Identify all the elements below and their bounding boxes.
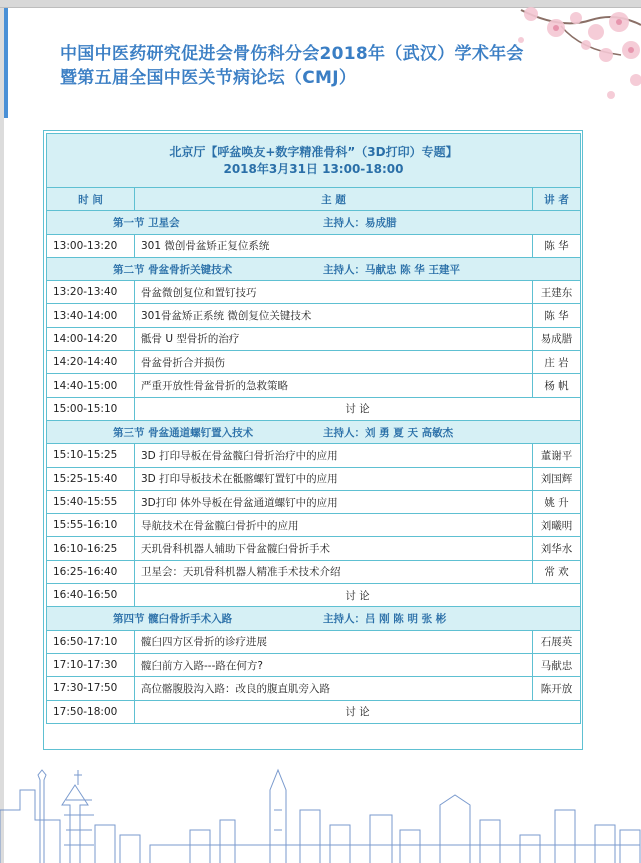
table-row [47, 514, 581, 537]
table-row [47, 677, 581, 700]
table-row [47, 397, 581, 420]
col-topic-header: 主 题 [135, 188, 533, 211]
row-topic: 3D 打印导板在骨盆髋臼骨折治疗中的应用 [135, 444, 533, 467]
row-speaker: 刘国辉 [533, 467, 581, 490]
row-speaker: 庄 岩 [533, 351, 581, 374]
section-name: 第四节 髋臼骨折手术入路 [113, 612, 233, 625]
row-topic: 髋臼四方区骨折的诊疗进展 [135, 630, 533, 653]
discussion-cell: 讨 论 [135, 584, 581, 607]
row-topic: 髋臼前方入路---路在何方? [135, 653, 533, 676]
row-time: 17:10-17:30 [47, 653, 135, 676]
section-host: 主持人：吕 刚 陈 明 张 彬 [323, 612, 447, 625]
row-speaker: 陈 华 [533, 234, 581, 257]
row-topic: 3D打印 体外导板在骨盆通道螺钉中的应用 [135, 490, 533, 513]
accent-band [4, 8, 8, 118]
table-row [47, 653, 581, 676]
session-title: 北京厅【呼盆唤友+数字精准骨科”（3D打印）专题】 [169, 144, 458, 159]
row-time: 14:40-15:00 [47, 374, 135, 397]
table-row [47, 560, 581, 583]
row-time: 17:30-17:50 [47, 677, 135, 700]
row-speaker: 姚 升 [533, 490, 581, 513]
row-time: 14:20-14:40 [47, 351, 135, 374]
row-time: 16:40-16:50 [47, 584, 135, 607]
discussion-cell: 讨 论 [135, 397, 581, 420]
row-topic: 骨盆骨折合并损伤 [135, 351, 533, 374]
row-speaker: 马献忠 [533, 653, 581, 676]
table-row [47, 467, 581, 490]
table-row [47, 374, 581, 397]
row-topic: 导航技术在骨盆髋臼骨折中的应用 [135, 514, 533, 537]
section-name: 第一节 卫星会 [113, 216, 180, 229]
table-row [47, 351, 581, 374]
row-speaker: 陈开放 [533, 677, 581, 700]
row-time: 16:10-16:25 [47, 537, 135, 560]
table-header-row [47, 134, 581, 188]
table-row [47, 490, 581, 513]
row-topic: 卫星会：天玑骨科机器人精准手术技术介绍 [135, 560, 533, 583]
row-time: 15:25-15:40 [47, 467, 135, 490]
row-speaker: 杨 帆 [533, 374, 581, 397]
row-topic: 301骨盆矫正系统 微创复位关键技术 [135, 304, 533, 327]
row-time: 14:00-14:20 [47, 327, 135, 350]
row-time: 15:40-15:55 [47, 490, 135, 513]
page-title [60, 42, 524, 90]
row-speaker: 石展英 [533, 630, 581, 653]
left-margin [0, 8, 4, 863]
table-row [47, 537, 581, 560]
table-row [47, 304, 581, 327]
table-row [47, 281, 581, 304]
row-speaker: 易成腊 [533, 327, 581, 350]
row-topic: 高位髂腹股沟入路：改良的腹直肌旁入路 [135, 677, 533, 700]
row-topic: 天玑骨科机器人辅助下骨盆髋臼骨折手术 [135, 537, 533, 560]
section-host: 主持人：易成腊 [323, 216, 397, 229]
section-row [47, 420, 581, 443]
section-host: 主持人：马献忠 陈 华 王建平 [323, 263, 460, 276]
section-host: 主持人：刘 勇 夏 天 高敏杰 [323, 426, 454, 439]
session-date: 2018年3月31日 13:00-18:00 [223, 161, 404, 176]
row-time: 16:50-17:10 [47, 630, 135, 653]
section-name: 第三节 骨盆通道螺钉置入技术 [113, 426, 254, 439]
row-speaker: 常 欢 [533, 560, 581, 583]
row-topic: 严重开放性骨盆骨折的急救策略 [135, 374, 533, 397]
row-time: 13:00-13:20 [47, 234, 135, 257]
row-topic: 3D 打印导板技术在骶髂螺钉置钉中的应用 [135, 467, 533, 490]
row-time: 15:55-16:10 [47, 514, 135, 537]
table-row [47, 584, 581, 607]
row-topic: 骶骨 U 型骨折的治疗 [135, 327, 533, 350]
row-time: 13:20-13:40 [47, 281, 135, 304]
row-time: 16:25-16:40 [47, 560, 135, 583]
row-speaker: 陈 华 [533, 304, 581, 327]
table-row [47, 630, 581, 653]
row-topic: 301 微创骨盆矫正复位系统 [135, 234, 533, 257]
section-row [47, 211, 581, 234]
column-headers [47, 188, 581, 211]
row-time: 15:00-15:10 [47, 397, 135, 420]
row-speaker: 王建东 [533, 281, 581, 304]
row-speaker: 董谢平 [533, 444, 581, 467]
city-skyline-decoration [0, 750, 641, 863]
title-line-1: 中国中医药研究促进会骨伤科分会2018年（武汉）学术年会 [60, 44, 524, 64]
table-row [47, 444, 581, 467]
section-name: 第二节 骨盆骨折关键技术 [113, 263, 233, 276]
col-time-header: 时 间 [47, 188, 135, 211]
section-row [47, 607, 581, 630]
row-time: 13:40-14:00 [47, 304, 135, 327]
row-speaker: 刘华水 [533, 537, 581, 560]
row-time: 17:50-18:00 [47, 700, 135, 723]
row-time: 15:10-15:25 [47, 444, 135, 467]
schedule-table [46, 133, 581, 724]
title-line-2: 暨第五届全国中医关节病论坛（CMJ） [60, 68, 357, 88]
table-row [47, 327, 581, 350]
row-topic: 骨盆微创复位和置钉技巧 [135, 281, 533, 304]
table-row [47, 234, 581, 257]
discussion-cell: 讨 论 [135, 700, 581, 723]
table-row [47, 700, 581, 723]
col-speaker-header: 讲 者 [533, 188, 581, 211]
section-row [47, 257, 581, 280]
row-speaker: 刘曦明 [533, 514, 581, 537]
